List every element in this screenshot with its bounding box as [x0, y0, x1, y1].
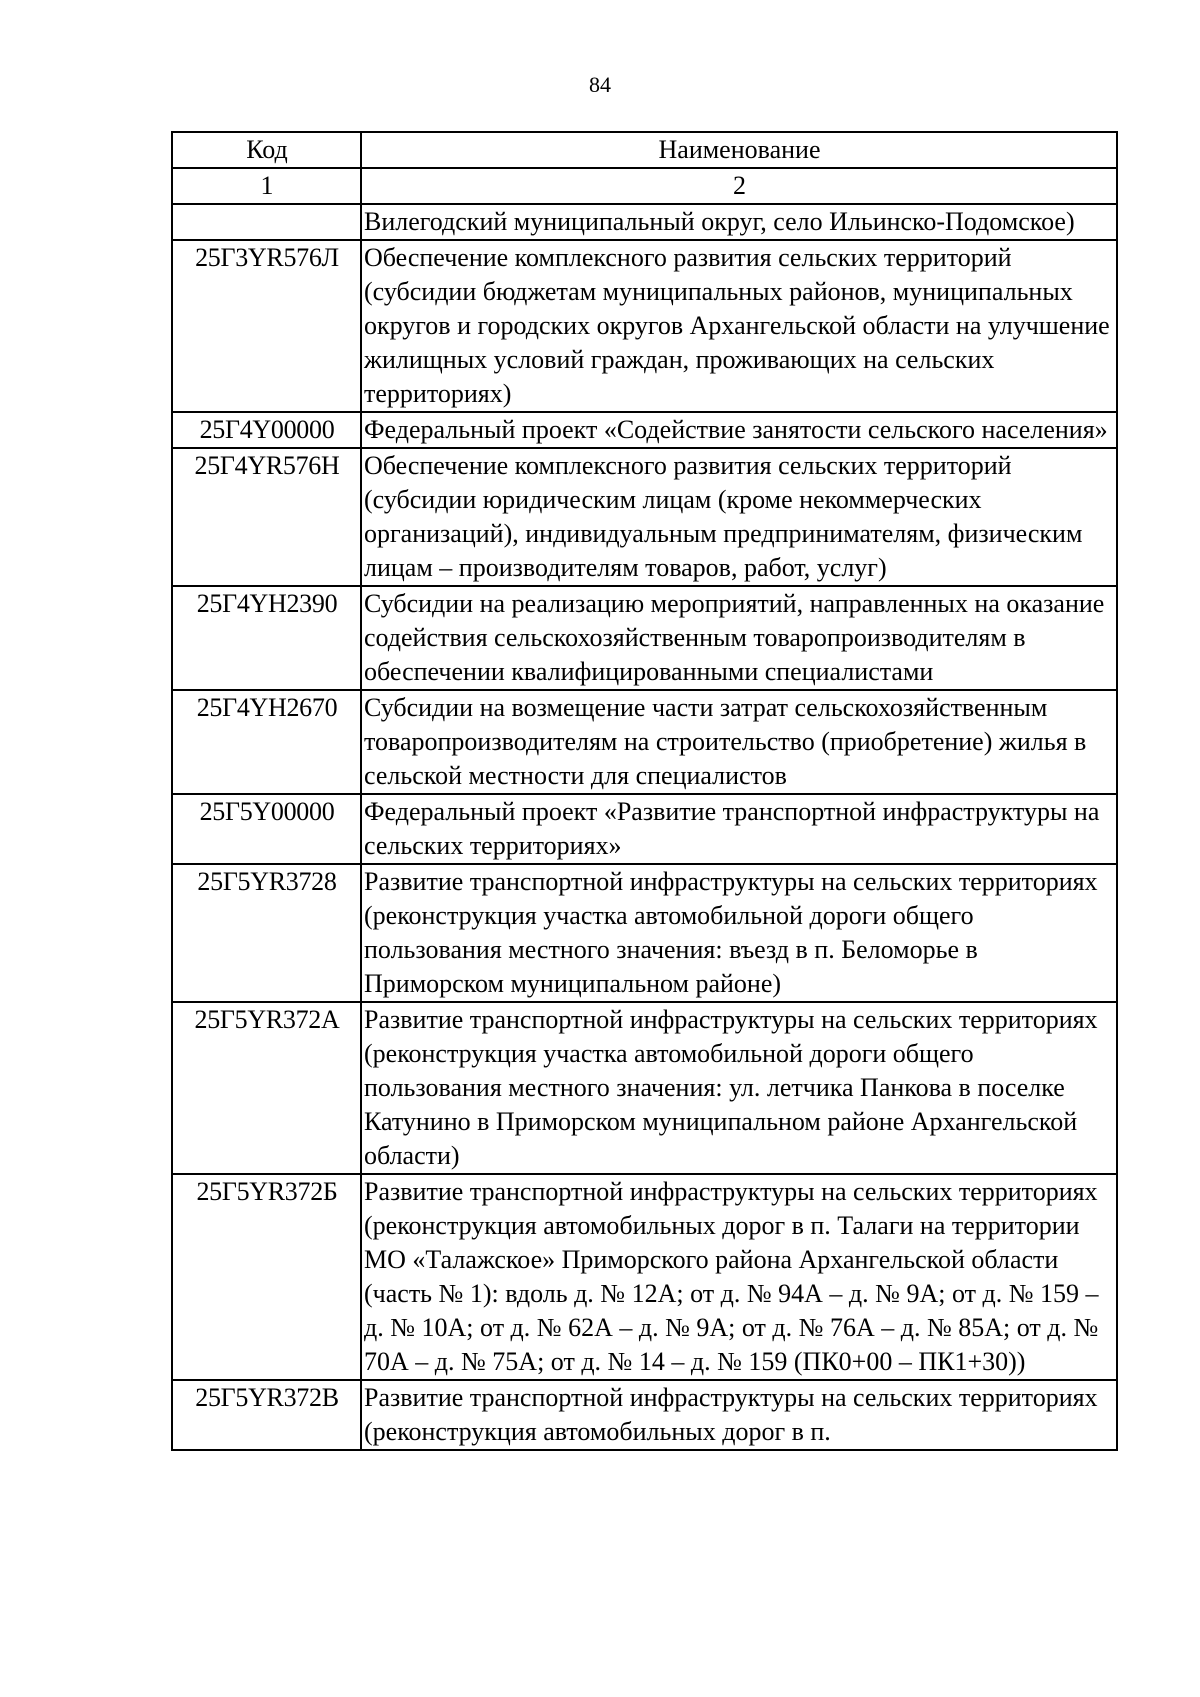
row-name: Обеспечение комплексного развития сельских территорий (субсидии бюджетам муниципальных районов, муниципальных округов и городских округов Архангельской области на улучшение жилищных условий граждан, проживающих на сельских территориях) [361, 240, 1117, 412]
table-row [172, 1380, 1117, 1450]
row-name: Развитие транспортной инфраструктуры на сельских территориях (реконструкция участка автомобильной дороги общего пользования местного значения: ул. летчика Панкова в поселке Катунино в Приморском муниципальном районе Архангельской области) [361, 1002, 1117, 1174]
row-name: Федеральный проект «Развитие транспортной инфраструктуры на сельских территориях» [361, 794, 1117, 864]
row-code: 25Г4Y00000 [172, 412, 361, 448]
row-code: 25Г5YR3728 [172, 864, 361, 1002]
column-number-code: 1 [172, 168, 361, 204]
row-name: Развитие транспортной инфраструктуры на сельских территориях (реконструкция автомобильных дорог в п. Талаги на территории МО «Талажское» Приморского района Архангельской области (часть № 1): вдоль д. № 12А; от д. № 94А – д. № 9А; от д. № 159 – д. № 10А; от д. № 62А – д. № 9А; от д. № 76А – д. № 85А; от д. № 70А – д. № 75А; от д. № 14 – д. № 159 (ПК0+00 – ПК1+30)) [361, 1174, 1117, 1380]
row-code: 25Г5YR372А [172, 1002, 361, 1174]
row-code: 25Г4YR576Н [172, 448, 361, 586]
table-header-row [172, 132, 1117, 168]
row-code [172, 204, 361, 240]
column-number-row [172, 168, 1117, 204]
table-row [172, 586, 1117, 690]
row-name: Федеральный проект «Содействие занятости сельского населения» [361, 412, 1117, 448]
row-code: 25Г4YН2670 [172, 690, 361, 794]
table-row [172, 794, 1117, 864]
row-code: 25Г5YR372Б [172, 1174, 361, 1380]
row-name: Развитие транспортной инфраструктуры на сельских территориях (реконструкция автомобильных дорог в п. [361, 1380, 1117, 1450]
row-name: Субсидии на реализацию мероприятий, направленных на оказание содействия сельскохозяйственным товаропроизводителям в обеспечении квалифицированными специалистами [361, 586, 1117, 690]
table-row [172, 1174, 1117, 1380]
row-code: 25Г5Y00000 [172, 794, 361, 864]
page-number: 84 [589, 72, 611, 97]
header-code: Код [172, 132, 361, 168]
code-table [171, 131, 1118, 1451]
row-code: 25Г5YR372В [172, 1380, 361, 1450]
row-name: Вилегодский муниципальный округ, село Ильинско-Подомское) [361, 204, 1117, 240]
table-row [172, 690, 1117, 794]
table-row [172, 448, 1117, 586]
row-name: Развитие транспортной инфраструктуры на сельских территориях (реконструкция участка автомобильной дороги общего пользования местного значения: въезд в п. Беломорье в Приморском муниципальном районе) [361, 864, 1117, 1002]
table-row [172, 240, 1117, 412]
row-code: 25Г4YН2390 [172, 586, 361, 690]
row-name: Обеспечение комплексного развития сельских территорий (субсидии юридическим лицам (кроме некоммерческих организаций), индивидуальным предпринимателям, физическим лицам – производителям товаров, работ, услуг) [361, 448, 1117, 586]
header-name: Наименование [361, 132, 1117, 168]
table-row [172, 1002, 1117, 1174]
table-row [172, 412, 1117, 448]
column-number-name: 2 [361, 168, 1117, 204]
table-row [172, 204, 1117, 240]
row-code: 25Г3YR576Л [172, 240, 361, 412]
row-name: Субсидии на возмещение части затрат сельскохозяйственным товаропроизводителям на строительство (приобретение) жилья в сельской местности для специалистов [361, 690, 1117, 794]
table-row [172, 864, 1117, 1002]
